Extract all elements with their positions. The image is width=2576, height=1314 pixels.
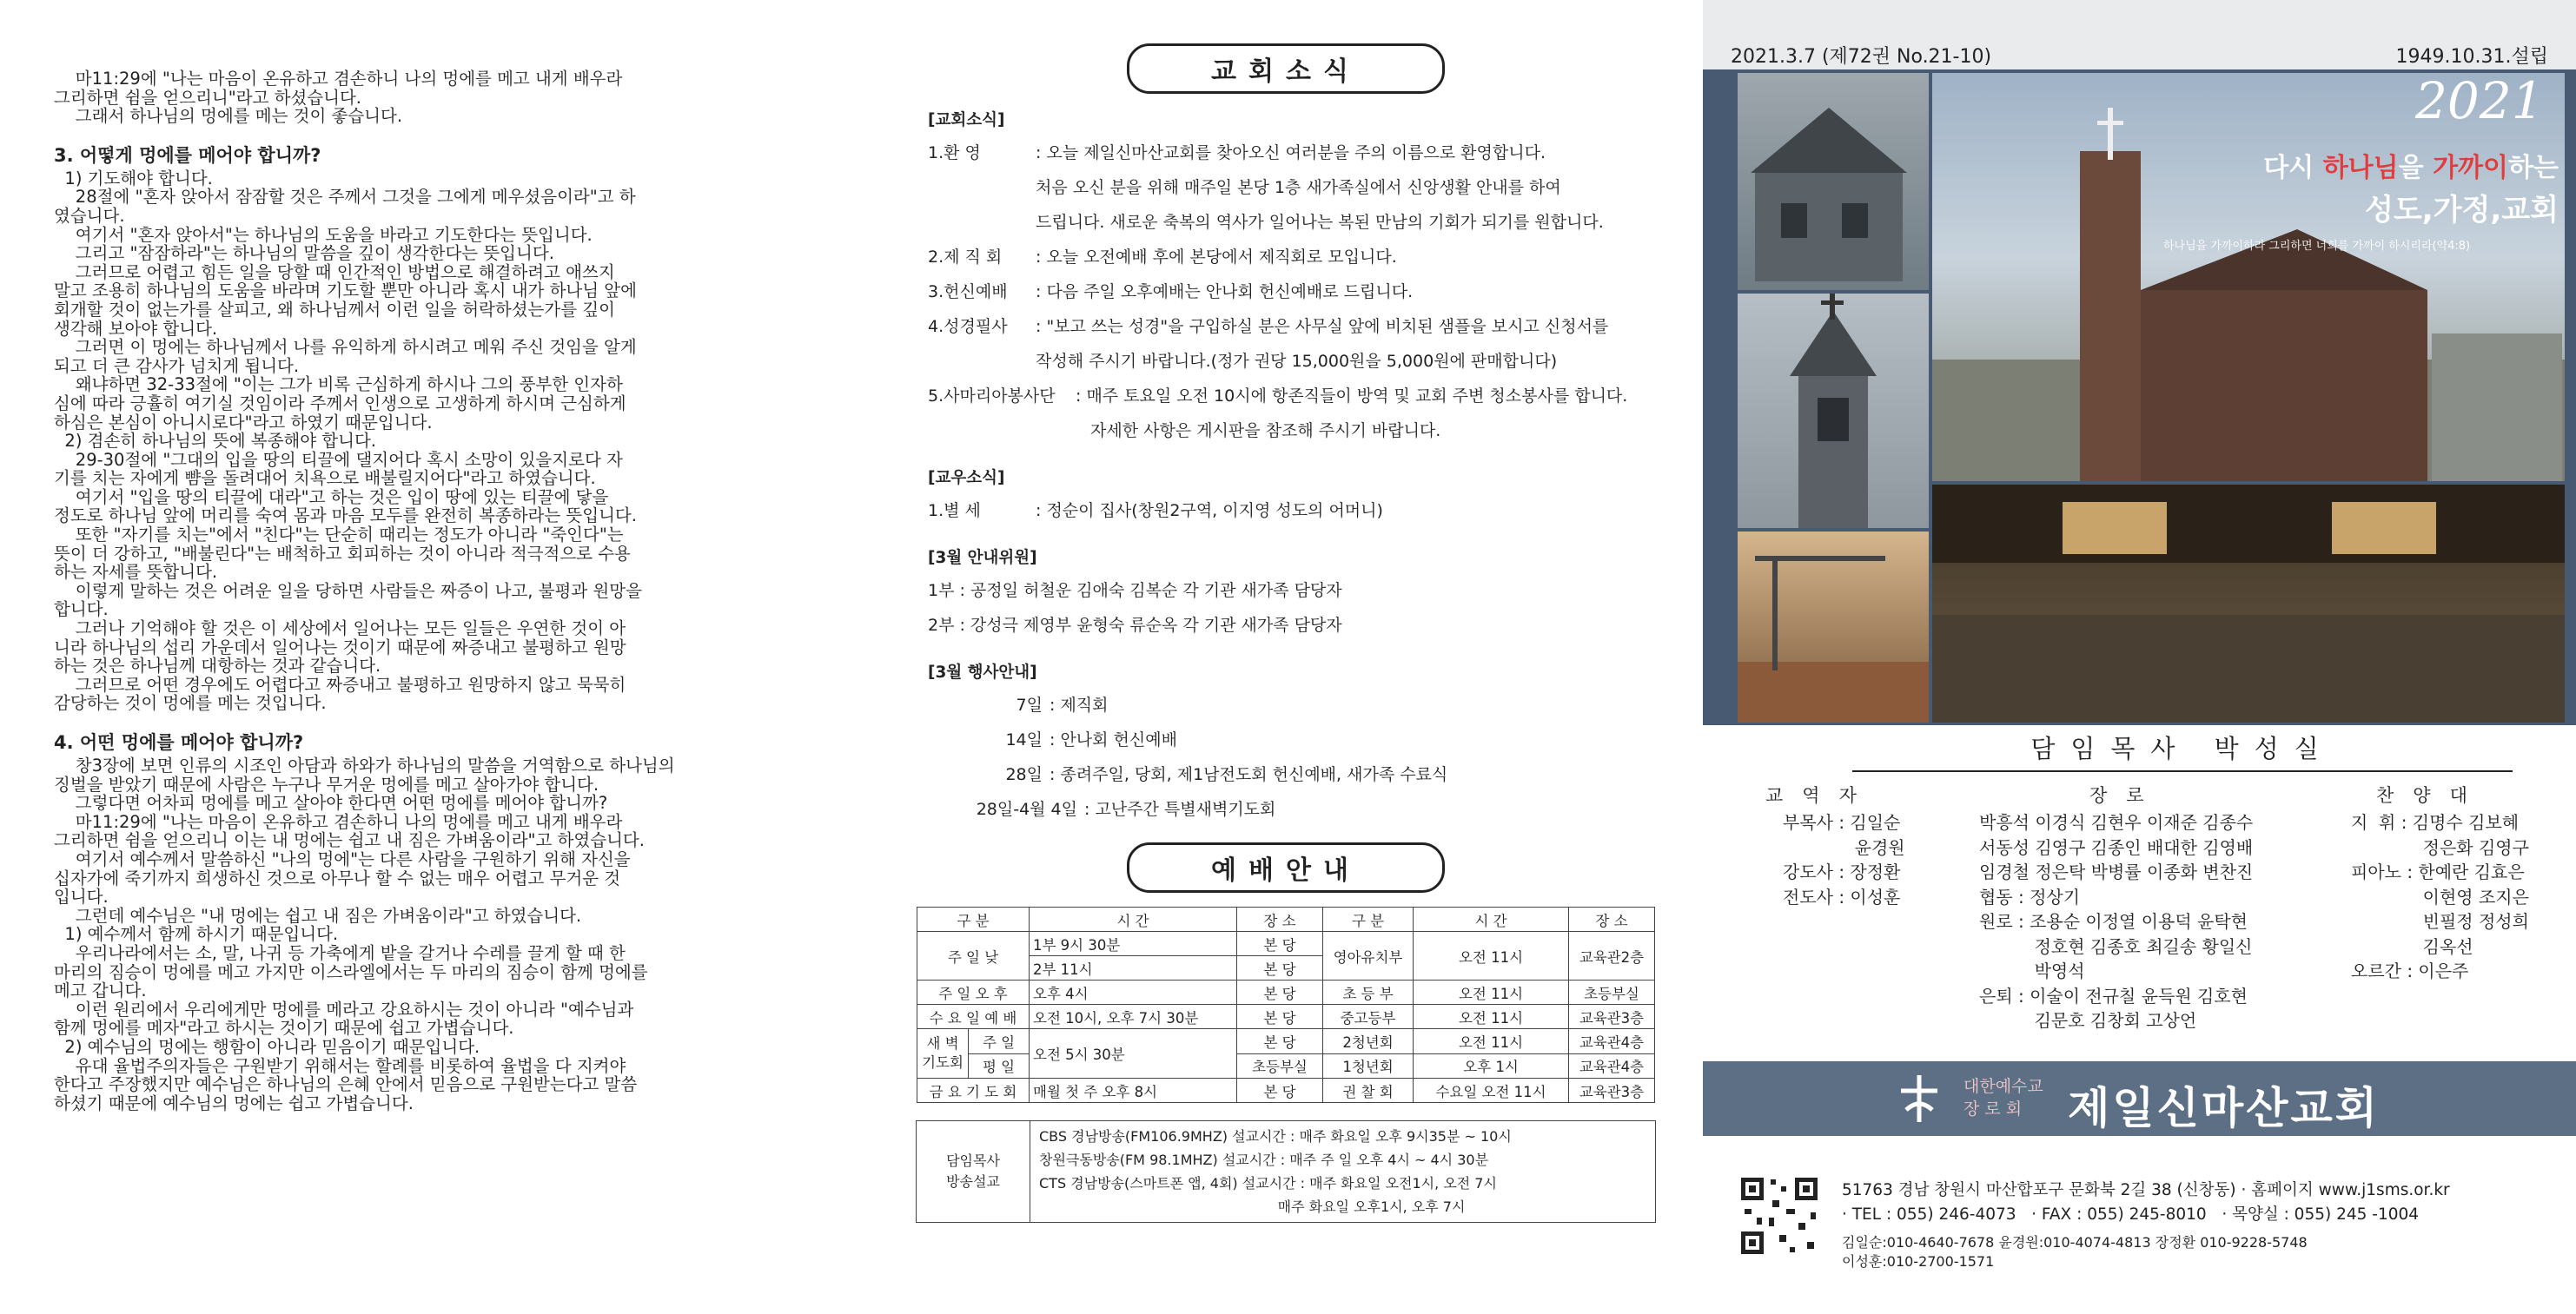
table-cell-text: 기도회 [922,1054,964,1071]
news-title: 교회소식 [1127,43,1445,94]
sermon-paragraph: 1) 기도해야 합니다. 28절에 "혼자 앉아서 잠잠할 것은 주께서 그것을 그에게 메우셨음이라"고 하 였습니다. 여기서 "혼자 앉아서"는 하나님의 도움을 바라고 기도한다는 뜻입니다. 그리고 "잠잠하라"는 하나님의 말씀을 깊이 생각한다는 뜻입니다. 그러므로 어렵고 힘든 일을 당할 때 인간적인 방법으로 해결하려고 애쓰지 말고 조용히 하나님의 도움을 바라며 기도할 뿐만 아니라 혹시 내가 하나님 앞에 회개할 것이 없는가를 살피고, 왜 하나님께서 이런 일을 허락하셨는가를 깊이 생각해 보아야 합니다. 그러면 이 멍에는 하나님께서 나를 유익하게 하시려고 메워 주신 것임을 알게 되고 더 큰 감사가 넘치게 됩니다. 왜냐하면 32-33절에 "이는 그가 비록 근심하게 하시나 그의 풍부한 인자하 심에 따라 긍휼히 여기실 것임이라 주께서 인생으로 고생하게 하시며 근심하게 하심은 본심이 아니시로다"라고 하였기 때문입니다. 2) 겸손히 하나님의 뜻에 복종해야 합니다. 29-30절에 "그대의 입을 땅의 티끌에 댈지어다 혹시 소망이 있을지로다 자 기를 치는 자에게 뺨을 돌려대어 치욕으로 배불릴지어다"라고 하였습니다. 여기서 "입을 땅의 티끌에 대라"고 하는 것은 입이 땅에 있는 티끌에 닿을 정도로 하나님 앞에 머리를 숙여 몸과 마음 모두를 완전히 복종하라는 뜻입니다. 또한 "자기를 치는"에서 "친다"는 단순히 때리는 정도가 아니라 "죽인다"는 뜻이 더 강하고, "배불린다"는 배척하고 회피하는 것이 아니라 적극적으로 수용 하는 자세를 뜻합니다. 이렇게 말하는 것은 어려운 일을 당하면 사람들은 짜증이 나고, 불평과 원망을 합니다. 그러나 기억해야 할 것은 이 세상에서 일어나는 모든 일들은 우연한 것이 아 니라 하나님의 섭리 가운데서 일어나는 것이기 때문에 짜증내고 불평하고 원망 하는 것은 하나님께 대항하는 것과 같습니다. 그러므로 어떤 경우에도 어렵다고 짜증내고 불평하고 원망하지 않고 묵묵히 감당하는 것이 멍에를 메는 것입니다. [54,168,642,714]
event-text: : 고난주간 특별새벽기도회 [1084,800,1276,819]
event-date: 28일 [1005,765,1043,784]
table-cell: 오전 11시 [1414,1029,1569,1054]
table-cell: 교육관3층 [1569,1005,1655,1029]
table-row [917,932,1655,956]
event-text: : 안나회 헌신예배 [1050,730,1177,749]
slogan-line-2: 성도,가정,교회 [2365,193,2559,228]
worship-table [917,907,1655,1103]
table-cell: 본 당 [1237,1005,1323,1029]
cover-verse: 하나님을 가까이하라 그리하면 너희를 가까이 하시리라(약4:8) [2163,240,2471,253]
news-label: 5.사마리아봉사단 [928,386,1056,406]
church-address: 51763 경남 창원시 마산합포구 문화북 2길 38 (신창동) · 홈페이지 www.j1sms.or.kr [1842,1181,2450,1199]
news-label: 2.제 직 회 [928,248,1003,267]
table-cell: 오전 11시 [1414,932,1569,981]
news-category: [교우소식] [928,469,1005,487]
event-date: 7일 [1016,696,1043,715]
news-text: : 오늘 제일신마산교회를 찾아오신 여러분을 주의 이름으로 환영합니다. [1036,143,1546,162]
table-cell-text: 새 벽 [926,1035,959,1052]
denomination [1963,1075,2043,1120]
table-cell: 초등부실 [1569,981,1655,1005]
table-row [917,1005,1655,1029]
tower-photo [1738,294,1929,528]
choir-list: 지 휘 : 김명수 김보혜 정은화 김영구 피아노 : 한예란 김효은 이현영 조지은 빈필정 정성희 김옥선 오르간 : 이은주 [2351,812,2529,981]
slogan-text: 하는 [2508,153,2559,183]
slogan-highlight: 하나님 [2322,153,2399,183]
elders-list: 박흥석 이경식 김현우 이재준 김종수 서동성 김영구 김종인 배대한 김영배 임경철 정은탁 박병률 이종화 변찬진 협동 : 정상기 원로 : 조용순 이정열 이용덕 윤탁현 정호현 김종호 최길송 황일신 박영석 은퇴 : 이술이 전규칠 윤득원 김호현 김문호 김창회 고상언 [1979,812,2254,1031]
broadcast-label-line: 방송설교 [946,1173,1000,1190]
news-item [912,135,1659,240]
choir-title: 찬양대 [2376,785,2487,806]
old-church-photo [1738,73,1929,290]
table-cell-text: 평 일 [982,1059,1016,1076]
construction-photo [1738,532,1929,723]
staff-title: 교역자 [1765,785,1876,806]
section-heading: 3. 어떻게 멍에를 메어야 합니까? [54,144,321,166]
worship-title: 예배안내 [1127,842,1445,893]
news-text: 작성해 주시기 바랍니다.(정가 권당 15,000원을 5,000원에 판매합니다) [1036,352,1558,371]
cover-panel [1703,0,2576,1314]
news-category: [교회소식] [928,111,1005,129]
old-church-icon [1738,73,1929,290]
event-row [947,792,1659,827]
news-text: 드립니다. 새로운 축복의 역사가 일어나는 복된 만남의 기회가 되기를 원합니다. [1036,213,1604,232]
staff-contacts: 김일순:010-4640-7678 윤경원:010-4074-4813 장정환 010-9228-5748 [1842,1234,2308,1251]
congregation-photo [1932,485,2565,723]
table-row [917,981,1655,1005]
table-cell: 매월 첫 주 오후 8시 [1030,1079,1237,1103]
event-date: 28일-4월 4일 [976,800,1077,819]
church-phones: · TEL : 055) 246-4073 · FAX : 055) 245-8010 · 목양실 : 055) 245 -1004 [1842,1205,2420,1224]
qr-code-icon [1738,1174,1821,1258]
broadcast-line: CTS 경남방송(스마트폰 앱, 4회) 설교시간 : 매주 화요일 오전1시, 오전 7시 [1039,1175,1497,1192]
sermon-section-3 [54,142,817,713]
worship-service-icon [1932,485,2565,723]
news-panel [869,0,1703,1314]
table-header: 구 분 [1323,908,1414,932]
news-label: 1.별 세 [928,501,981,520]
table-row [917,1079,1655,1103]
church-logo-icon [1892,1072,1946,1126]
table-cell: 오전 11시 [1414,1005,1569,1029]
table-header-row [917,908,1655,932]
bell-tower-icon [1738,294,1929,528]
table-cell: 오후 1시 [1414,1053,1569,1079]
news-text: : "보고 쓰는 성경"을 구입하실 분은 사무실 앞에 비치된 샘플을 보시고 신청서를 [1036,317,1609,336]
news-item [928,240,1659,274]
slogan-line-1 [2263,146,2559,184]
event-date: 14일 [1005,730,1043,749]
table-cell: 2청년회 [1323,1029,1414,1054]
event-row [947,688,1659,723]
issue-date: 2021.3.7 (제72권 No.21-10) [1731,46,1992,68]
table-cell: 중고등부 [1323,1005,1414,1029]
event-text: : 종려주일, 당회, 제1남전도회 헌신예배, 새가족 수료식 [1050,765,1448,784]
slogan-highlight: 가까이 [2433,153,2509,183]
event-row [947,757,1659,792]
cover-year: 2021 [2415,71,2544,130]
table-cell: 교육관4층 [1569,1029,1655,1054]
news-label: 3.헌신예배 [928,282,1008,301]
table-cell: 오전 5시 30분 [1030,1029,1237,1079]
broadcast-box [916,1120,1656,1223]
slogan-text: 다시 [2263,153,2323,183]
founded-date: 1949.10.31.설립 [2395,46,2548,68]
table-cell: 영아유치부 [1323,932,1414,981]
table-cell: 주 일 낮 [917,932,1030,981]
table-row [917,1029,1655,1054]
news-text: : 오늘 오전예배 후에 본당에서 제직회로 모입니다. [1036,248,1397,267]
table-cell: 수 요 일 예 배 [917,1005,1030,1029]
church-banner [1703,1061,2576,1136]
table-cell: 1청년회 [1323,1053,1414,1079]
table-header: 구 분 [917,908,1030,932]
slogan-text: 을 [2398,153,2434,183]
event-text: : 제직회 [1050,696,1109,715]
news-label: 1.환 영 [928,143,981,162]
table-cell: 본 당 [1237,932,1323,956]
sermon-panel [0,0,869,1314]
broadcast-line: CBS 경남방송(FM106.9MHZ) 설교시간 : 매주 화요일 오후 9시35분 ~ 10시 [1039,1128,1512,1145]
news-text: : 정순이 집사(창원2구역, 이지영 성도의 어머니) [1036,501,1383,520]
broadcast-label [917,1121,1030,1222]
broadcast-line: 창원극동방송(FM 98.1MHZ) 설교시간 : 매주 주 일 오후 4시 ~ 4시 30분 [1039,1152,1489,1168]
sermon-section-4 [54,729,817,1113]
news-item [928,274,1659,309]
broadcast-line: 매주 화요일 오후1시, 오후 7시 [1039,1198,1466,1215]
table-cell: 오전 11시 [1414,981,1569,1005]
table-cell: 본 당 [1237,956,1323,981]
table-cell: 본 당 [1237,981,1323,1005]
news-text: : 다음 주일 오후예배는 안나회 헌신예배로 드립니다. [1036,282,1414,301]
news-text: : 매주 토요일 오전 10시에 항존직들이 방역 및 교회 주변 청소봉사를 합니다. [1076,386,1628,406]
table-cell: 2부 11시 [1030,956,1237,981]
broadcast-label-line: 담임목사 [946,1152,1000,1169]
table-header: 장 소 [1569,908,1655,932]
news-category: [3월 안내위원] [928,549,1037,567]
table-cell: 수요일 오전 11시 [1414,1079,1569,1103]
elders-title: 장로 [2089,785,2163,806]
news-item [912,379,1659,448]
table-cell: 교육관2층 [1569,932,1655,981]
table-cell: 본 당 [1237,1029,1323,1054]
table-cell: 1부 9시 30분 [1030,932,1237,956]
table-cell: 초등부실 [1237,1053,1323,1079]
denomination-line: 장 로 회 [1963,1099,2023,1119]
news-text: 자세한 사항은 게시판을 참조해 주시기 바랍니다. [1090,421,1441,440]
section-heading: 4. 어떤 멍에를 메어야 합니까? [54,732,304,753]
news-text: 처음 오신 분을 위해 매주일 본당 1층 새가족실에서 신앙생활 안내를 하여 [1036,178,1561,197]
sermon-intro [54,69,817,126]
table-cell: 오후 4시 [1030,981,1237,1005]
table-cell: 본 당 [1237,1079,1323,1103]
table-cell-text: 주 일 [969,1029,1029,1054]
table-cell: 초 등 부 [1323,981,1414,1005]
news-item [928,493,1659,528]
news-category: [3월 행사안내] [928,664,1037,682]
table-cell: 교육관4층 [1569,1053,1655,1079]
broadcast-list [1030,1121,1655,1222]
new-church-photo [1932,73,2565,481]
denomination-line: 대한예수교 [1963,1077,2043,1096]
news-item [912,309,1659,379]
table-cell: 오전 10시, 오후 7시 30분 [1030,1005,1237,1029]
church-name: 제일신마산교회 [2068,1083,2381,1133]
guide-row: 2부 : 강성극 제영부 윤형숙 류순옥 각 기관 새가족 담당자 [928,616,1342,635]
guide-row: 1부 : 공정일 허철운 김애숙 김복순 각 기관 새가족 담당자 [928,581,1342,600]
staff-contacts: 이성훈:010-2700-1571 [1842,1253,1995,1270]
table-header: 장 소 [1237,908,1323,932]
table-header: 시 간 [1030,908,1237,932]
table-header: 시 간 [1414,908,1569,932]
table-cell: 주 일 오 후 [917,981,1030,1005]
church-building-icon [1932,73,2565,481]
event-row [947,723,1659,757]
table-cell [917,1029,1030,1079]
crane-icon [1738,532,1929,723]
senior-pastor: 담임목사 박성실 [1852,730,2513,772]
table-cell: 교육관3층 [1569,1079,1655,1103]
news-label: 4.성경필사 [928,317,1008,336]
sermon-paragraph: 창3장에 보면 인류의 시조인 아담과 하와가 하나님의 말씀을 거역함으로 하나님의 징벌을 받았기 때문에 사람은 누구나 무거운 멍에를 메고 살아가야 합니다. 그렇다면 어차피 멍에를 메고 살아야 한다면 어떤 멍에를 메어야 합니까? 마11:29에 "나는 마음이 온유하고 겸손하니 나의 멍에를 메고 내게 배우라 그리하면 쉼을 얻으리니 이는 내 멍에는 쉽고 내 짐은 가벼움이라"고 하였습니다. 여기서 예수께서 말씀하신 "나의 멍에"는 다른 사람을 구원하기 위해 자신을 십자가에 죽기까지 희생하신 것으로 아무나 할 수 없는 매우 어렵고 무거운 것 입니다. 그런데 예수님은 "내 멍에는 쉽고 내 짐은 가벼움이라"고 하였습니다. 1) 예수께서 함께 하시기 때문입니다. 우리나라에서는 소, 말, 나귀 등 가축에게 밭을 갈거나 수레를 끌게 할 때 한 마리의 짐승이 멍에를 메고 가지만 이스라엘에서는 두 마리의 짐승이 함께 멍에를 메고 갑니다. 이런 원리에서 우리에게만 멍에를 메라고 강요하시는 것이 아니라 "예수님과 함께 멍에를 메자"라고 하시는 것이기 때문에 쉽고 가볍습니다. 2) 예수님의 멍에는 행함이 아니라 믿음이기 때문입니다. 유대 율법주의자들은 구원받기 위해서는 할례를 비롯하여 율법을 다 지켜야 한다고 주장했지만 예수님은 하나님의 은혜 안에서 믿음으로 구원받는다고 말씀 하셨기 때문에 예수님의 멍에는 쉽고 가볍습니다. [54,756,675,1113]
table-cell: 권 찰 회 [1323,1079,1414,1103]
table-cell: 금 요 기 도 회 [917,1079,1030,1103]
staff-list: 부목사 : 김일순 윤경원 강도사 : 장정환 전도사 : 이성훈 [1783,812,1905,908]
sermon-paragraph: 마11:29에 "나는 마음이 온유하고 겸손하니 나의 멍에를 메고 내게 배우라 그리하면 쉼을 얻으리니"라고 하셨습니다. 그래서 하나님의 멍에를 메는 것이 좋습니다. [54,69,623,127]
